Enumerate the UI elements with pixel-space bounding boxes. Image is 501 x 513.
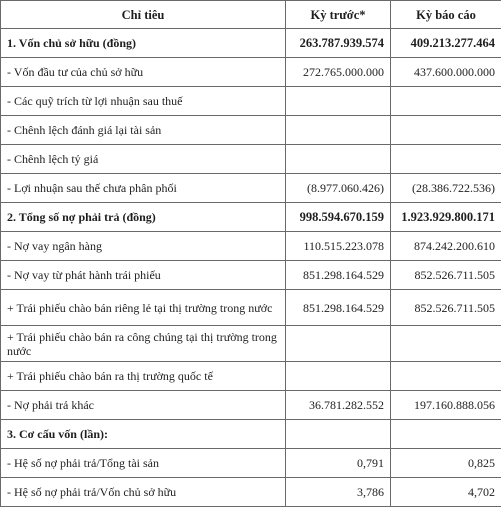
table-row [1,87,501,116]
reporting-period-value: 852.526.711.505 [391,261,501,290]
row-label: - Nợ vay ngân hàng [1,232,286,261]
previous-period-value: 36.781.282.552 [286,391,391,420]
previous-period-value [286,116,391,145]
table-row [1,174,501,203]
row-label: - Nợ phải trả khác [1,391,286,420]
row-label: - Chênh lệch đánh giá lại tài sản [1,116,286,145]
table-row [1,261,501,290]
previous-period-value: 263.787.939.574 [286,29,391,58]
previous-period-value [286,362,391,391]
table-row [1,29,501,58]
row-label: + Trái phiếu chào bán ra công chúng tại thị trường trong nước [1,326,286,362]
previous-period-value: 110.515.223.078 [286,232,391,261]
previous-period-value: 3,786 [286,478,391,507]
reporting-period-value: 197.160.888.056 [391,391,501,420]
table-row [1,326,501,362]
reporting-period-value [391,420,501,449]
row-label: 1. Vốn chủ sở hữu (đồng) [1,29,286,58]
reporting-period-value: 874.242.200.610 [391,232,501,261]
previous-period-value: 272.765.000.000 [286,58,391,87]
reporting-period-value: 4,702 [391,478,501,507]
row-label: 2. Tổng số nợ phải trả (đồng) [1,203,286,232]
table-body [1,29,501,507]
previous-period-value: (8.977.060.426) [286,174,391,203]
row-label: + Trái phiếu chào bán ra thị trường quốc tế [1,362,286,391]
table-row [1,290,501,326]
reporting-period-value: 852.526.711.505 [391,290,501,326]
row-label: - Hệ số nợ phải trả/Vốn chủ sở hữu [1,478,286,507]
header-label: Chỉ tiêu [1,1,286,29]
reporting-period-value [391,362,501,391]
row-label: - Hệ số nợ phải trả/Tổng tài sản [1,449,286,478]
row-label: - Nợ vay từ phát hành trái phiếu [1,261,286,290]
table-row [1,362,501,391]
table-row [1,116,501,145]
reporting-period-value: 437.600.000.000 [391,58,501,87]
table-header-row [1,1,501,29]
previous-period-value: 851.298.164.529 [286,290,391,326]
row-label: - Vốn đầu tư của chủ sở hữu [1,58,286,87]
previous-period-value: 998.594.670.159 [286,203,391,232]
previous-period-value: 0,791 [286,449,391,478]
reporting-period-value [391,87,501,116]
table-row [1,478,501,507]
table-row [1,203,501,232]
previous-period-value [286,420,391,449]
table-row [1,420,501,449]
row-label: 3. Cơ cấu vốn (lần): [1,420,286,449]
reporting-period-value [391,116,501,145]
previous-period-value [286,87,391,116]
table-row [1,58,501,87]
reporting-period-value: (28.386.722.536) [391,174,501,203]
reporting-period-value [391,145,501,174]
row-label: - Chênh lệch tỷ giá [1,145,286,174]
header-previous-period: Kỳ trước* [286,1,391,29]
previous-period-value [286,145,391,174]
reporting-period-value [391,326,501,362]
table-row [1,232,501,261]
row-label: - Các quỹ trích từ lợi nhuận sau thuế [1,87,286,116]
row-label: + Trái phiếu chào bán riêng lẻ tại thị trường trong nước [1,290,286,326]
header-reporting-period: Kỳ báo cáo [391,1,501,29]
reporting-period-value: 1.923.929.800.171 [391,203,501,232]
table-row [1,391,501,420]
table-row [1,145,501,174]
previous-period-value [286,326,391,362]
table-row [1,449,501,478]
row-label: - Lợi nhuận sau thế chưa phân phối [1,174,286,203]
previous-period-value: 851.298.164.529 [286,261,391,290]
reporting-period-value: 0,825 [391,449,501,478]
reporting-period-value: 409.213.277.464 [391,29,501,58]
